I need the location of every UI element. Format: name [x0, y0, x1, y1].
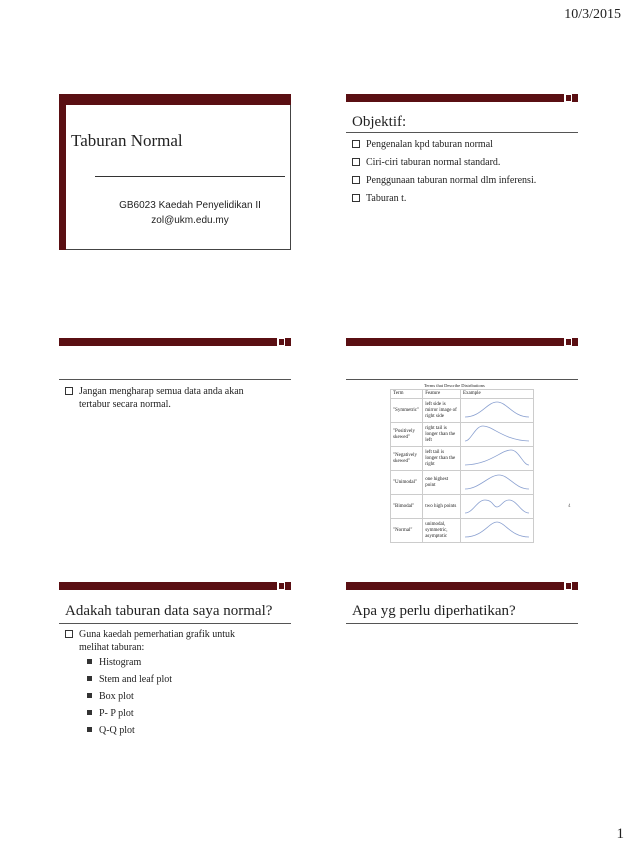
- bullet-square-icon: [87, 659, 92, 664]
- bullet-square-icon: [87, 693, 92, 698]
- list-item: Box plot: [87, 690, 263, 703]
- print-date: 10/3/2015: [564, 7, 621, 22]
- slide-4: [346, 338, 578, 539]
- table-row: "Normal" unimodal, symmetric, asymptotic: [391, 519, 534, 543]
- course-name: GB6023 Kaedah Penyelidikan II: [119, 200, 261, 211]
- title-divider: [59, 379, 291, 380]
- bullet-list: [350, 138, 578, 210]
- distribution-terms-table: [390, 389, 534, 543]
- slide-top-bar: [59, 338, 291, 346]
- slide-title: Taburan Normal: [71, 131, 183, 150]
- list-item: Pengenalan kpd taburan normal: [350, 138, 578, 151]
- list-item: Penggunaan taburan normal dlm inferensi.: [350, 174, 578, 187]
- table-header: Example: [461, 390, 534, 399]
- table-header: Feature: [423, 390, 461, 399]
- curve-example: [461, 519, 534, 543]
- page-number: 1: [616, 826, 624, 842]
- curve-example: [461, 399, 534, 423]
- table-header: Term: [391, 390, 423, 399]
- list-item: Jangan mengharap semua data anda akan tertabur secara normal.: [63, 385, 263, 411]
- list-item: Histogram: [87, 656, 263, 669]
- slide-6: [346, 582, 578, 738]
- table-caption: Terms that Describe Distributions: [424, 383, 485, 388]
- title-divider: [346, 132, 578, 133]
- sub-bullet-list: [79, 656, 263, 737]
- slide-2: [346, 94, 578, 250]
- bullet-list: [63, 385, 263, 416]
- bullet-box-icon: [352, 176, 360, 184]
- slide-number: 4: [568, 504, 571, 509]
- bullet-box-icon: [352, 140, 360, 148]
- title-divider: [346, 379, 578, 380]
- bullet-square-icon: [87, 710, 92, 715]
- bullet-box-icon: [352, 158, 360, 166]
- title-divider: [95, 176, 285, 177]
- slide-top-bar: [59, 582, 291, 590]
- slide-1: [59, 94, 291, 250]
- slide-title: Adakah taburan data saya normal?: [65, 603, 273, 619]
- table-row: "Negatively skewed" left tail is longer than the right: [391, 447, 534, 471]
- slide-left-bar: [59, 94, 66, 250]
- slide-top-bar: [346, 582, 578, 590]
- slide-5: [59, 582, 291, 738]
- author-email: zol@ukm.edu.my: [151, 215, 229, 226]
- bullet-square-icon: [87, 676, 92, 681]
- table-header-row: [391, 390, 534, 399]
- bullet-box-icon: [352, 194, 360, 202]
- slide-top-bar: [346, 94, 578, 102]
- bullet-box-icon: [65, 630, 73, 638]
- table-row: "Unimodal" one highest point: [391, 471, 534, 495]
- slide-title: Apa yg perlu diperhatikan?: [352, 603, 516, 619]
- list-item: Ciri-ciri taburan normal standard.: [350, 156, 578, 169]
- list-item: Q-Q plot: [87, 724, 263, 737]
- slide-title: Objektif:: [352, 114, 407, 130]
- title-divider: [346, 623, 578, 624]
- table-row: "Bimodal" two high points: [391, 495, 534, 519]
- curve-example: [461, 495, 534, 519]
- slide-top-bar: [346, 338, 578, 346]
- curve-example: [461, 423, 534, 447]
- curve-example: [461, 471, 534, 495]
- list-item: Taburan t.: [350, 192, 578, 205]
- list-item: Stem and leaf plot: [87, 673, 263, 686]
- table-row: "Symmetric" left side is mirror image of right side: [391, 399, 534, 423]
- slide-3: [59, 338, 291, 494]
- bullet-box-icon: [65, 387, 73, 395]
- bullet-square-icon: [87, 727, 92, 732]
- title-divider: [59, 623, 291, 624]
- slide-top-bar: [59, 94, 291, 105]
- list-item: Guna kaedah pemerhatian grafik untuk melihat taburan: Histogram Stem and leaf plot Box plot P- P plot Q-Q plot: [63, 628, 263, 737]
- bullet-list: [63, 628, 263, 742]
- slide-frame: [59, 94, 291, 250]
- list-item: P- P plot: [87, 707, 263, 720]
- curve-example: [461, 447, 534, 471]
- table-row: "Positively skewed" right tail is longer than the left: [391, 423, 534, 447]
